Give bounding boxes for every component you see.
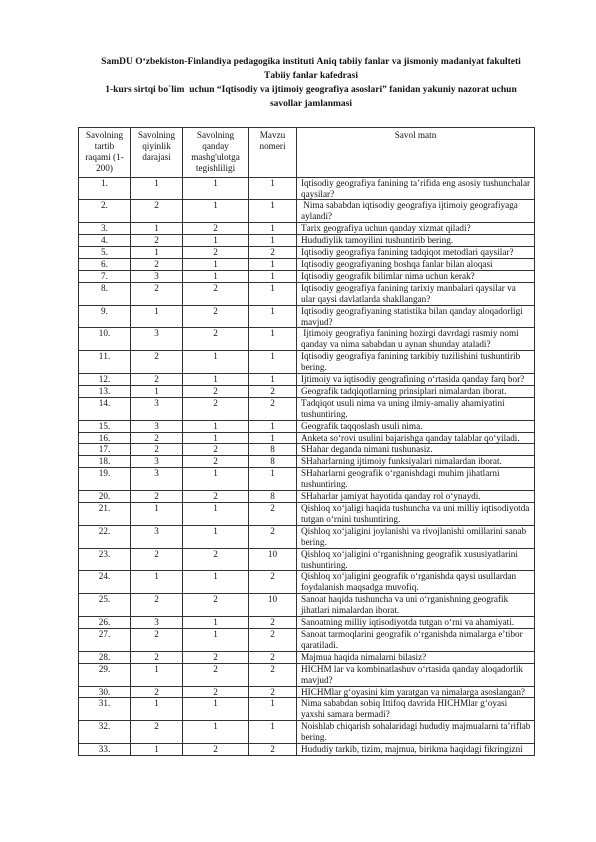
difficulty-cell: 1 (131, 663, 183, 686)
collection-line: savollar jamlanmasi (269, 99, 353, 109)
question-text-cell (297, 468, 535, 491)
questions-table (78, 127, 535, 756)
topic-number-cell: 2 (249, 651, 297, 663)
question-text: Geografik taqqoslash usuli nima. (301, 420, 423, 431)
question-number-cell: 20. (79, 491, 131, 503)
question-number-cell: 25. (79, 594, 131, 617)
table-row (79, 628, 535, 651)
lesson-type-cell: 1 (183, 721, 249, 744)
lesson-type-cell: 1 (183, 420, 249, 432)
table-row (79, 247, 535, 259)
topic-number-cell: 1 (249, 432, 297, 444)
question-number-cell: 23. (79, 548, 131, 571)
question-text: Nima sababdan iqtisodiy geografiya ijtimoiy geografiyaga aylandi? (301, 200, 521, 222)
question-number-cell: 2. (79, 200, 131, 223)
question-text-cell (297, 503, 535, 526)
course-subject-line: 1-kurs sirtqi bo`lim uchun “Iqtisodiy va ijtimoiy geografiya asoslari” fanidan yakuniy nazorat uchun (105, 85, 517, 95)
question-number-cell: 26. (79, 617, 131, 629)
question-text-cell (297, 617, 535, 629)
lesson-type-cell: 1 (183, 503, 249, 526)
question-number-cell: 10. (79, 328, 131, 351)
question-number-cell: 13. (79, 385, 131, 397)
topic-number-cell: 1 (249, 351, 297, 374)
question-text-cell (297, 491, 535, 503)
topic-number-cell: 2 (249, 617, 297, 629)
topic-number-cell: 10 (249, 594, 297, 617)
question-text-cell (297, 235, 535, 247)
question-text: Anketa so‘rovi usulini bajarishga qanday talablar qo‘yiladi. (301, 432, 520, 443)
topic-number-cell: 1 (249, 305, 297, 328)
question-number-cell: 15. (79, 420, 131, 432)
question-text-cell (297, 444, 535, 456)
table-row (79, 721, 535, 744)
lesson-type-cell: 1 (183, 351, 249, 374)
topic-number-cell: 1 (249, 177, 297, 200)
difficulty-cell: 2 (131, 282, 183, 305)
question-text-cell (297, 594, 535, 617)
question-text: Geografik tadqiqotlarning prinsiplari nimalardan iborat. (301, 385, 507, 396)
question-number-cell: 7. (79, 270, 131, 282)
table-row (79, 571, 535, 594)
question-text: Iqtisodiy geografiya fanining tarixiy manbalari qaysilar va ular qaysi davlatlarda shakllangan? (301, 282, 519, 304)
lesson-type-cell: 2 (183, 686, 249, 698)
difficulty-cell: 2 (131, 721, 183, 744)
topic-number-cell: 1 (249, 721, 297, 744)
question-text: Hududiy tarkib, tizim, majmua, birikma haqidagi fikringizni (301, 744, 523, 755)
table-row (79, 686, 535, 698)
question-text: Iqtisodiy geografiya fanining tadqiqot metodlari qaysilar? (301, 247, 514, 258)
topic-number-cell: 2 (249, 744, 297, 756)
lesson-type-cell: 1 (183, 270, 249, 282)
question-text-cell (297, 420, 535, 432)
question-text: Tarix geografiya uchun qanday xizmat qiladi? (301, 223, 471, 234)
difficulty-cell: 3 (131, 456, 183, 468)
difficulty-cell: 2 (131, 651, 183, 663)
table-row (79, 444, 535, 456)
question-number-cell: 8. (79, 282, 131, 305)
topic-number-cell: 2 (249, 525, 297, 548)
difficulty-cell: 2 (131, 235, 183, 247)
question-text-cell (297, 628, 535, 651)
lesson-type-cell: 1 (183, 468, 249, 491)
table-row (79, 385, 535, 397)
lesson-type-cell: 1 (183, 200, 249, 223)
lesson-type-cell: 2 (183, 491, 249, 503)
question-number-cell: 3. (79, 223, 131, 235)
question-text-cell (297, 258, 535, 270)
lesson-type-cell: 2 (183, 548, 249, 571)
document-title (60, 55, 562, 111)
question-text: Sanoat tarmoqlarini geografik o‘rganishda nimalarga e’tibor qaratiladi. (301, 628, 525, 650)
topic-number-cell: 1 (249, 328, 297, 351)
topic-number-cell: 8 (249, 456, 297, 468)
question-text: SHaharlar jamiyat hayotida qanday rol o‘ynaydi. (301, 491, 481, 502)
question-number-cell: 24. (79, 571, 131, 594)
difficulty-cell: 3 (131, 270, 183, 282)
table-row (79, 305, 535, 328)
table-row (79, 177, 535, 200)
topic-number-cell: 1 (249, 282, 297, 305)
difficulty-cell: 3 (131, 468, 183, 491)
question-text: Noishlab chiqarish sohalaridagi hududiy majmualarni ta’riflab bering. (301, 721, 533, 743)
question-number-cell: 12. (79, 374, 131, 386)
lesson-type-cell: 2 (183, 397, 249, 420)
question-number-cell: 5. (79, 247, 131, 259)
topic-number-cell: 1 (249, 698, 297, 721)
question-text-cell (297, 698, 535, 721)
question-text: Majmua haqida nimalarni bilasiz? (301, 651, 427, 662)
question-text-cell (297, 374, 535, 386)
difficulty-cell: 2 (131, 374, 183, 386)
question-number-cell: 19. (79, 468, 131, 491)
lesson-type-cell: 2 (183, 385, 249, 397)
column-header-topic-number: Mavzu nomeri (249, 128, 297, 178)
difficulty-cell: 2 (131, 200, 183, 223)
question-text: Qishloq xo‘jaligini o‘rganishning geografik xususiyatlarini tushuntiring. (301, 548, 521, 570)
topic-number-cell: 2 (249, 503, 297, 526)
table-row (79, 200, 535, 223)
question-text-cell (297, 744, 535, 756)
question-text-cell (297, 177, 535, 200)
difficulty-cell: 1 (131, 385, 183, 397)
question-number-cell: 31. (79, 698, 131, 721)
question-text-cell (297, 525, 535, 548)
department-line: Tabiiy fanlar kafedrasi (264, 71, 358, 81)
question-text: Iqtisodiy geografiya fanining tarkibiy tuzilishini tushuntirib bering. (301, 351, 523, 373)
difficulty-cell: 1 (131, 744, 183, 756)
question-number-cell: 21. (79, 503, 131, 526)
lesson-type-cell: 2 (183, 282, 249, 305)
difficulty-cell: 3 (131, 420, 183, 432)
column-header-question-number: Savolning tartib raqami (1-200) (79, 128, 131, 178)
table-row (79, 698, 535, 721)
lesson-type-cell: 2 (183, 247, 249, 259)
lesson-type-cell: 1 (183, 628, 249, 651)
question-text: SHahar deganda nimani tushunasiz. (301, 444, 433, 455)
question-number-cell: 17. (79, 444, 131, 456)
table-row (79, 258, 535, 270)
difficulty-cell: 1 (131, 571, 183, 594)
difficulty-cell: 2 (131, 491, 183, 503)
topic-number-cell: 2 (249, 571, 297, 594)
lesson-type-cell: 1 (183, 525, 249, 548)
topic-number-cell: 2 (249, 686, 297, 698)
table-row (79, 456, 535, 468)
topic-number-cell: 8 (249, 491, 297, 503)
question-number-cell: 27. (79, 628, 131, 651)
column-header-question-text: Savol matn (297, 128, 535, 178)
table-header-row (79, 128, 535, 178)
topic-number-cell: 2 (249, 628, 297, 651)
lesson-type-cell: 1 (183, 571, 249, 594)
difficulty-cell: 2 (131, 594, 183, 617)
lesson-type-cell: 1 (183, 235, 249, 247)
table-body (79, 177, 535, 755)
question-text-cell (297, 663, 535, 686)
lesson-type-cell: 1 (183, 177, 249, 200)
question-text: Tadqiqot usuli nima va uning ilmiy-amaliy ahamiyatini tushuntiring. (301, 397, 507, 419)
lesson-type-cell: 1 (183, 374, 249, 386)
table-row (79, 651, 535, 663)
question-text: SHaharlarni geografik o‘rganishdagi muhim jihatlarni tushuntiring. (301, 468, 502, 490)
question-text: Nima sababdan sobiq Ittifoq davrida HICHMlar g‘oyasi yaxshi samara bermadi? (301, 698, 510, 720)
lesson-type-cell: 2 (183, 305, 249, 328)
question-text-cell (297, 571, 535, 594)
difficulty-cell: 1 (131, 223, 183, 235)
question-number-cell: 14. (79, 397, 131, 420)
table-row (79, 420, 535, 432)
column-header-difficulty: Savolning qiyinlik darajasi (131, 128, 183, 178)
difficulty-cell: 2 (131, 432, 183, 444)
lesson-type-cell: 2 (183, 223, 249, 235)
difficulty-cell: 2 (131, 686, 183, 698)
question-text-cell (297, 456, 535, 468)
question-number-cell: 29. (79, 663, 131, 686)
topic-number-cell: 1 (249, 235, 297, 247)
difficulty-cell: 1 (131, 247, 183, 259)
difficulty-cell: 2 (131, 548, 183, 571)
table-row (79, 548, 535, 571)
table-row (79, 282, 535, 305)
question-text: Qishloq xo‘jaligi haqida tushuncha va uni milliy iqtisodiyotda tutgan o‘rnini tushuntiring. (301, 503, 532, 524)
lesson-type-cell: 2 (183, 444, 249, 456)
question-text-cell (297, 432, 535, 444)
difficulty-cell: 3 (131, 617, 183, 629)
question-text: Ijtimoiy geografiya fanining hozirgi davrdagi rasmiy nomi qanday va nima sababdan u aynan shunday ataladi? (301, 328, 521, 350)
topic-number-cell: 1 (249, 223, 297, 235)
topic-number-cell: 1 (249, 270, 297, 282)
table-row (79, 468, 535, 491)
question-text-cell (297, 200, 535, 223)
question-text-cell (297, 328, 535, 351)
question-text-cell (297, 351, 535, 374)
question-text: Iqtisodiy geografiya fanining ta’rifida eng asosiy tushunchalar qaysilar? (301, 177, 533, 199)
column-header-lesson-type: Savolning qanday mashg'ulotga tegishliligi (183, 128, 249, 178)
difficulty-cell: 1 (131, 305, 183, 328)
question-number-cell: 4. (79, 235, 131, 247)
table-row (79, 374, 535, 386)
table-row (79, 594, 535, 617)
question-text: Qishloq xo‘jaligini geografik o‘rganishda qaysi usullardan foydalanish maqsadga muvofiq. (301, 571, 519, 593)
table-row (79, 432, 535, 444)
question-number-cell: 33. (79, 744, 131, 756)
question-number-cell: 22. (79, 525, 131, 548)
question-number-cell: 18. (79, 456, 131, 468)
question-text: Sanoat haqida tushuncha va uni o‘rganishning geografik jihatlari nimalardan iborat. (301, 594, 511, 616)
difficulty-cell: 2 (131, 258, 183, 270)
table-row (79, 328, 535, 351)
topic-number-cell: 1 (249, 200, 297, 223)
lesson-type-cell: 2 (183, 594, 249, 617)
topic-number-cell: 10 (249, 548, 297, 571)
lesson-type-cell: 2 (183, 744, 249, 756)
question-text: SHaharlarning ijtimoiy funksiyalari nimalardan iborat. (301, 456, 502, 467)
question-text-cell (297, 305, 535, 328)
table-row (79, 663, 535, 686)
table-row (79, 223, 535, 235)
table-row (79, 617, 535, 629)
question-number-cell: 28. (79, 651, 131, 663)
question-text: Iqtisodiy geografiyaning boshqa fanlar bilan aloqasi (301, 258, 493, 269)
question-number-cell: 11. (79, 351, 131, 374)
difficulty-cell: 3 (131, 328, 183, 351)
table-row (79, 744, 535, 756)
question-number-cell: 9. (79, 305, 131, 328)
question-text-cell (297, 721, 535, 744)
difficulty-cell: 3 (131, 525, 183, 548)
table-row (79, 397, 535, 420)
question-text: Qishloq xo‘jaligini joylanishi va rivojlanishi omillarini sanab bering. (301, 525, 529, 547)
question-text-cell (297, 548, 535, 571)
question-text-cell (297, 270, 535, 282)
question-text-cell (297, 247, 535, 259)
question-number-cell: 6. (79, 258, 131, 270)
difficulty-cell: 1 (131, 503, 183, 526)
question-text-cell (297, 686, 535, 698)
difficulty-cell: 1 (131, 698, 183, 721)
topic-number-cell: 2 (249, 247, 297, 259)
topic-number-cell: 2 (249, 663, 297, 686)
topic-number-cell: 1 (249, 374, 297, 386)
topic-number-cell: 1 (249, 258, 297, 270)
lesson-type-cell: 1 (183, 432, 249, 444)
question-text: Hududiylik tamoyilini tushuntirib bering. (301, 235, 454, 246)
table-row (79, 525, 535, 548)
topic-number-cell: 2 (249, 397, 297, 420)
lesson-type-cell: 1 (183, 617, 249, 629)
lesson-type-cell: 2 (183, 663, 249, 686)
question-number-cell: 1. (79, 177, 131, 200)
question-text: HICHMlar g‘oyasini kim yaratgan va nimalarga asoslangan? (301, 686, 526, 697)
lesson-type-cell: 2 (183, 328, 249, 351)
question-text: Sanoatning milliy iqtisodiyotda tutgan o‘rni va ahamiyati. (301, 617, 515, 628)
table-row (79, 235, 535, 247)
topic-number-cell: 2 (249, 385, 297, 397)
table-row (79, 270, 535, 282)
question-text-cell (297, 223, 535, 235)
difficulty-cell: 1 (131, 177, 183, 200)
topic-number-cell: 1 (249, 468, 297, 491)
question-number-cell: 30. (79, 686, 131, 698)
lesson-type-cell: 1 (183, 698, 249, 721)
question-text-cell (297, 385, 535, 397)
question-text-cell (297, 397, 535, 420)
question-text: HICHM lar va kombinatlashuv o‘rtasida qanday aloqadorlik mavjud? (301, 663, 526, 685)
difficulty-cell: 2 (131, 444, 183, 456)
lesson-type-cell: 1 (183, 258, 249, 270)
question-number-cell: 32. (79, 721, 131, 744)
question-text: Ijtimoiy va iqtisodiy geografining o‘rtasida qanday farq bor? (301, 374, 525, 385)
table-row (79, 491, 535, 503)
topic-number-cell: 1 (249, 420, 297, 432)
question-text-cell (297, 651, 535, 663)
difficulty-cell: 3 (131, 397, 183, 420)
difficulty-cell: 2 (131, 351, 183, 374)
question-text: Iqtisodiy geografik bilimlar nima uchun kerak? (301, 270, 475, 281)
lesson-type-cell: 2 (183, 651, 249, 663)
topic-number-cell: 8 (249, 444, 297, 456)
question-number-cell: 16. (79, 432, 131, 444)
difficulty-cell: 2 (131, 628, 183, 651)
table-row (79, 503, 535, 526)
institution-line: SamDU O‘zbekiston-Finlandiya pedagogika instituti Aniq tabiiy fanlar va jismoniy madaniyat fakulteti (101, 57, 521, 67)
table-row (79, 351, 535, 374)
question-text-cell (297, 282, 535, 305)
lesson-type-cell: 2 (183, 456, 249, 468)
question-text: Iqtisodiy geografiyaning statistika bilan qanday aloqadorligi mavjud? (301, 305, 526, 327)
